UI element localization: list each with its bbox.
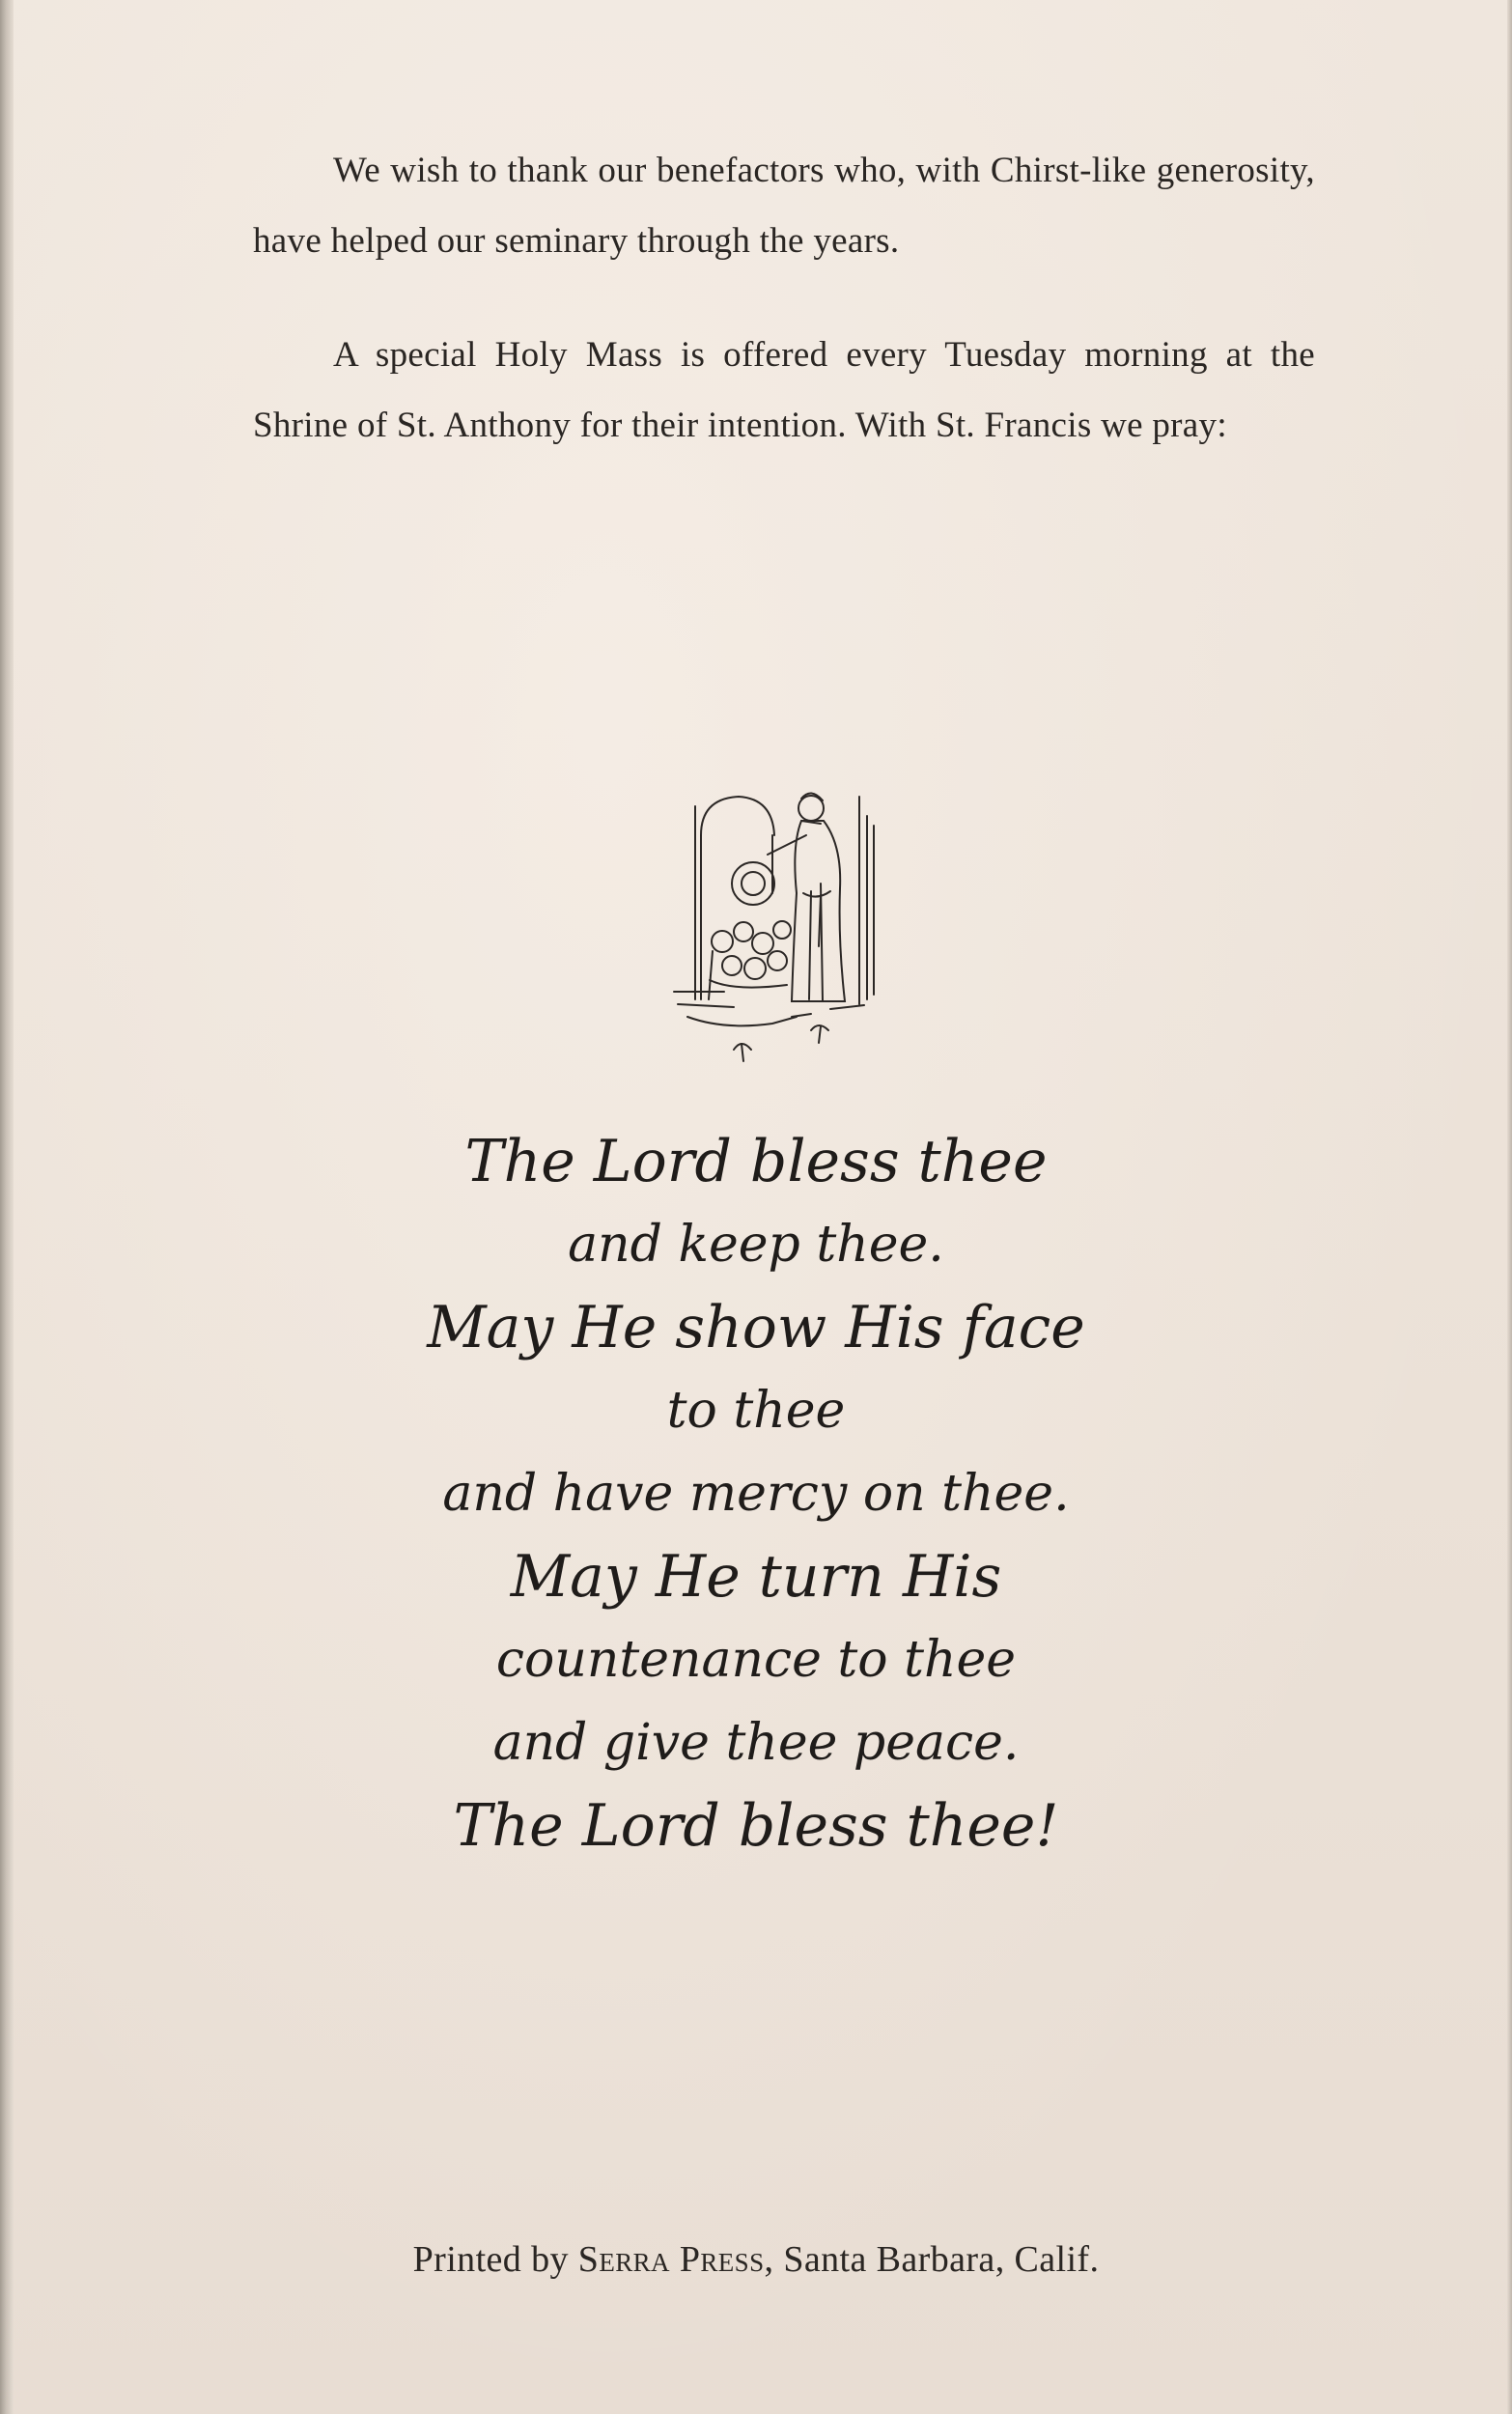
blessing-prayer	[0, 1120, 1512, 1867]
blessing-line: and give thee peace.	[492, 1714, 1020, 1772]
printer-press-name: Serra Press	[577, 2239, 765, 2280]
blessing-line: and have mercy on thee.	[442, 1465, 1070, 1523]
printer-credit-location: , Santa Barbara, Calif.	[764, 2239, 1100, 2280]
blessing-line: The Lord bless thee!	[453, 1792, 1059, 1860]
printer-credit-prefix: Printed by	[412, 2239, 578, 2280]
intro-text	[253, 135, 1315, 504]
blessing-line: to thee	[666, 1382, 846, 1440]
intro-paragraph-thanks: We wish to thank our benefactors who, with Chirst-like generosity, have helped our seminary through the years.	[253, 151, 1315, 261]
blessing-line: countenance to thee	[495, 1631, 1017, 1689]
st-francis-feeding-birds-icon	[666, 777, 898, 1067]
blessing-line: The Lord bless thee	[464, 1128, 1048, 1195]
printer-credit	[0, 2238, 1512, 2281]
blessing-line: May He turn His	[510, 1543, 1002, 1611]
st-francis-illustration	[666, 777, 898, 1067]
blessing-line: and keep thee.	[568, 1216, 944, 1274]
intro-paragraph-mass: A special Holy Mass is offered every Tuesday morning at the Shrine of St. Anthony for their intention. With St. Francis we pray:	[253, 335, 1315, 445]
blessing-line: May He show His face	[427, 1294, 1085, 1361]
